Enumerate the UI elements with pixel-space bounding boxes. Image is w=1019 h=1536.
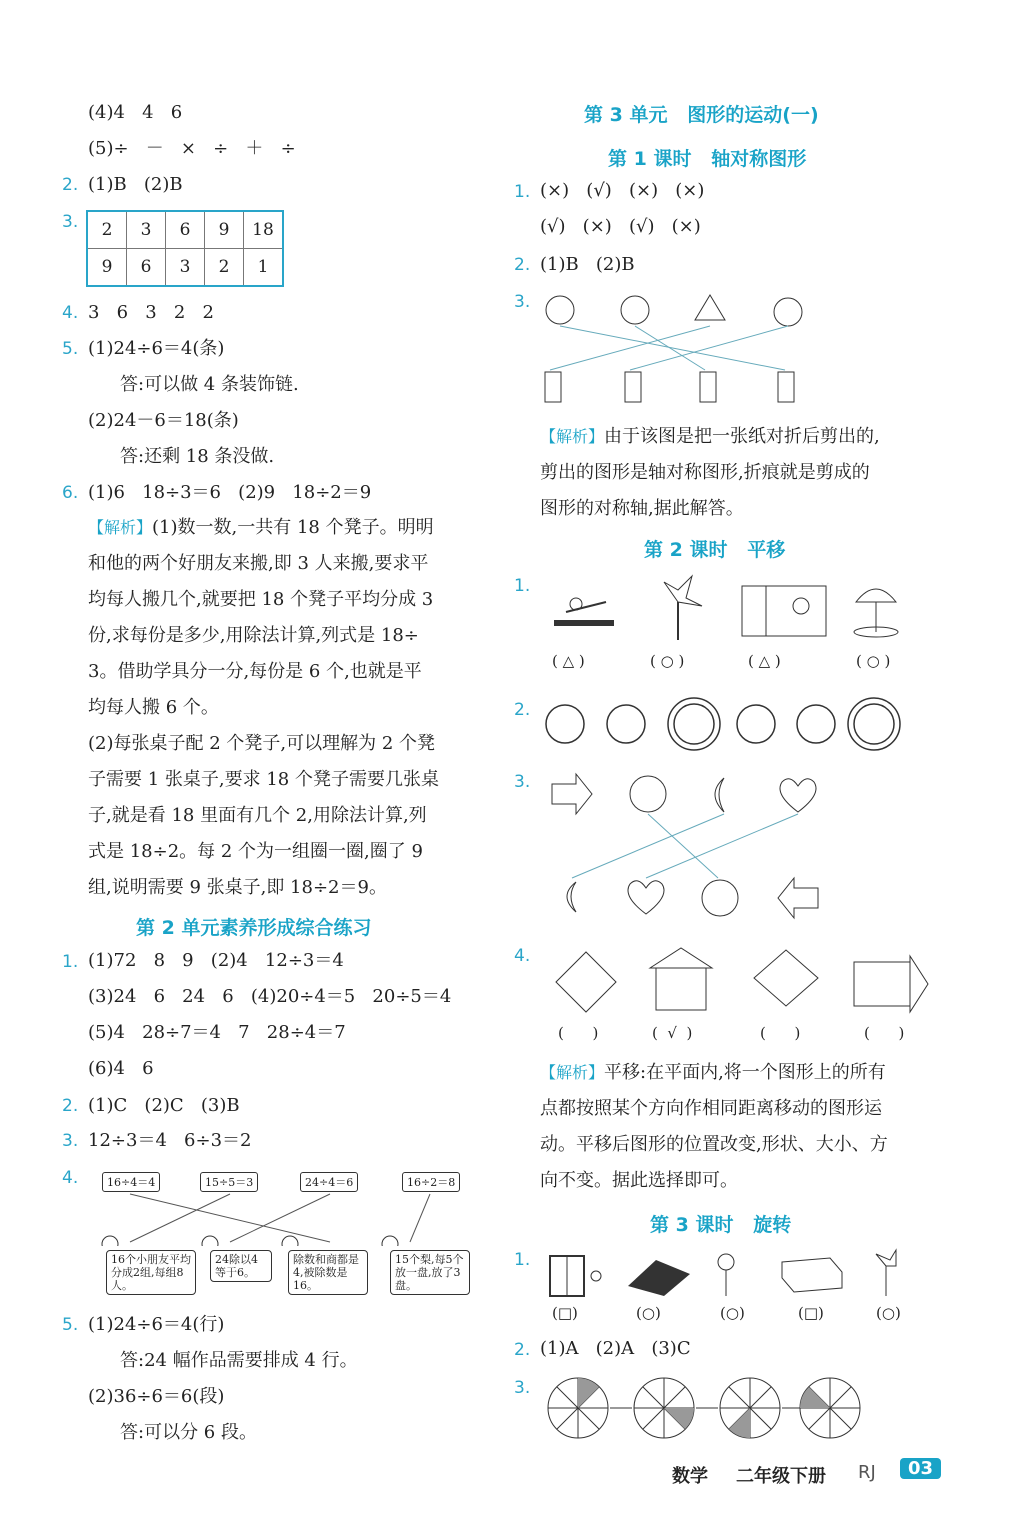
- question-number: 1.: [514, 576, 531, 596]
- answer-line: 3 6 3 2 2: [88, 302, 214, 323]
- answer-line: 答:可以做 4 条装饰链.: [120, 374, 299, 395]
- question-number: 3.: [62, 212, 79, 232]
- analysis-line: 剪出的图形是轴对称图形,折痕就是剪成的: [540, 462, 870, 483]
- question-number: 2.: [514, 1340, 531, 1360]
- judge-mark: ( ): [760, 1024, 801, 1042]
- judge-mark: ( ): [558, 1024, 599, 1042]
- symmetry-matching-figure: [540, 290, 820, 410]
- judge-mark: (○): [636, 1304, 661, 1322]
- translation-pictures: [546, 572, 926, 644]
- answer-line: (2)24－6＝18(条): [88, 410, 239, 431]
- question-number: 2.: [514, 700, 531, 720]
- answer-line: (6)4 6: [88, 1058, 154, 1079]
- answer-line: (1)6 18÷3＝6 (2)9 18÷2＝9: [88, 482, 372, 503]
- judge-mark: ( √ ): [652, 1024, 693, 1042]
- answer-grid: [86, 210, 284, 287]
- unit-title: 第 3 单元 图形的运动(一): [584, 104, 819, 126]
- equation-sign: 16÷2＝8: [402, 1172, 460, 1192]
- analysis-line: 子需要 1 张桌子,要求 18 个凳子需要几张桌: [88, 769, 439, 790]
- translation-matching-figure: [546, 770, 846, 920]
- analysis-line: 动。平移后图形的位置改变,形状、大小、方: [540, 1134, 888, 1155]
- house-figures: [546, 942, 936, 1022]
- judge-mark: ( ): [864, 1024, 905, 1042]
- grid-cell: 3: [127, 211, 166, 249]
- answer-line: (1)A (2)A (3)C: [540, 1338, 691, 1359]
- answer-line: (1)B (2)B: [88, 174, 183, 195]
- question-number: 4.: [62, 1168, 79, 1188]
- footer-subject: 数学: [672, 1466, 708, 1487]
- lesson-title: 第 2 课时 平移: [644, 539, 786, 561]
- analysis-tag: 【解析】: [540, 427, 605, 446]
- judge-mark: ( △ ): [748, 652, 781, 670]
- grid-cell: 18: [244, 211, 284, 249]
- analysis-line: [540, 426, 880, 448]
- analysis-text: 由于该图是把一张纸对折后剪出的,: [604, 426, 880, 447]
- judge-mark: ( △ ): [552, 652, 585, 670]
- answer-line: 答:可以分 6 段。: [120, 1422, 257, 1443]
- question-number: 2.: [514, 255, 531, 275]
- rotation-pictures: [546, 1246, 916, 1302]
- analysis-text: 平移:在平面内,将一个图形上的所有: [604, 1062, 886, 1083]
- analysis-line: 图形的对称轴,据此解答。: [540, 498, 744, 519]
- answer-line: (3)24 6 24 6 (4)20÷4＝5 20÷5＝4: [88, 986, 452, 1007]
- judge-mark: ( ○ ): [650, 652, 685, 670]
- grid-cell: 2: [205, 249, 244, 287]
- rotating-wheels: [546, 1376, 866, 1440]
- question-number: 1.: [514, 1250, 531, 1270]
- analysis-line: 组,说明需要 9 张桌子,即 18÷2＝9。: [88, 877, 387, 898]
- lesson-title: 第 1 课时 轴对称图形: [608, 148, 807, 170]
- grid-cell: 6: [166, 211, 205, 249]
- question-number: 3.: [514, 292, 531, 312]
- answer-line: (1)24÷6＝4(条): [88, 338, 225, 359]
- question-number: 5.: [62, 339, 79, 359]
- analysis-line: (2)每张桌子配 2 个凳子,可以理解为 2 个凳: [88, 733, 436, 754]
- section-title: 第 2 单元素养形成综合练习: [136, 917, 372, 939]
- answer-line: (2)36÷6＝6(段): [88, 1386, 225, 1407]
- answer-line: (1)72 8 9 (2)4 12÷3＝4: [88, 950, 344, 971]
- answer-line: (√) (×) (√) (×): [540, 216, 701, 237]
- analysis-line: 和他的两个好朋友来搬,即 3 人来搬,要求平: [88, 553, 429, 574]
- matching-lines: [90, 1186, 490, 1246]
- question-number: 3.: [514, 772, 531, 792]
- question-number: 1.: [62, 952, 79, 972]
- footer-edition: RJ: [858, 1462, 876, 1483]
- analysis-text: (1)数一数,一共有 18 个凳子。明明: [152, 517, 434, 538]
- grid-cell: 2: [87, 211, 127, 249]
- answer-line: (1)24÷6＝4(行): [88, 1314, 225, 1335]
- analysis-line: 3。借助学具分一分,每份是 6 个,也就是平: [88, 661, 422, 682]
- answer-line: (1)B (2)B: [540, 254, 635, 275]
- grid-cell: 3: [166, 249, 205, 287]
- analysis-line: 份,求每份是多少,用除法计算,列式是 18÷: [88, 625, 419, 646]
- speech-bubble: 15个梨,每5个放一盘,放了3盘。: [390, 1250, 470, 1295]
- analysis-line: [540, 1062, 886, 1084]
- smiley-faces: [544, 694, 914, 754]
- answer-line: (5)4 28÷7＝4 7 28÷4＝7: [88, 1022, 346, 1043]
- analysis-tag: 【解析】: [88, 518, 153, 537]
- analysis-line: [88, 517, 434, 539]
- answer-line: 答:还剩 18 条没做.: [120, 446, 275, 467]
- question-number: 4.: [514, 946, 531, 966]
- answer-line: (×) (√) (×) (×): [540, 180, 705, 201]
- analysis-line: 均每人搬几个,就要把 18 个凳子平均分成 3: [88, 589, 434, 610]
- speech-bubble: 24除以4等于6。: [210, 1250, 272, 1282]
- judge-mark: (□): [798, 1304, 824, 1322]
- judge-mark: (○): [720, 1304, 745, 1322]
- judge-mark: (○): [876, 1304, 901, 1322]
- question-number: 1.: [514, 182, 531, 202]
- answer-line: (5)÷ － × ÷ ＋ ÷: [88, 138, 296, 159]
- question-number: 5.: [62, 1315, 79, 1335]
- footer-grade: 二年级下册: [736, 1466, 826, 1487]
- question-number: 6.: [62, 483, 79, 503]
- analysis-line: 子,就是看 18 里面有几个 2,用除法计算,列: [88, 805, 427, 826]
- grid-cell: 9: [205, 211, 244, 249]
- question-number: 2.: [62, 1096, 79, 1116]
- lesson-title: 第 3 课时 旋转: [650, 1214, 792, 1236]
- answer-line: 答:24 幅作品需要排成 4 行。: [120, 1350, 358, 1371]
- answer-line: (4)4 4 6: [88, 102, 183, 123]
- analysis-line: 式是 18÷2。每 2 个为一组圈一圈,圈了 9: [88, 841, 423, 862]
- speech-bubble: 除数和商都是4,被除数是16。: [288, 1250, 368, 1295]
- judge-mark: ( ○ ): [856, 652, 891, 670]
- grid-cell: 6: [127, 249, 166, 287]
- judge-mark: (□): [552, 1304, 578, 1322]
- analysis-tag: 【解析】: [540, 1063, 605, 1082]
- analysis-line: 向不变。据此选择即可。: [540, 1170, 738, 1191]
- equation-sign: 15÷5＝3: [200, 1172, 258, 1192]
- page-number: 03: [900, 1458, 941, 1479]
- answer-line: (1)C (2)C (3)B: [88, 1095, 240, 1116]
- grid-cell: 9: [87, 249, 127, 287]
- answer-line: 12÷3＝4 6÷3＝2: [88, 1130, 252, 1151]
- question-number: 3.: [62, 1131, 79, 1151]
- question-number: 3.: [514, 1378, 531, 1398]
- question-number: 4.: [62, 303, 79, 323]
- analysis-line: 均每人搬 6 个。: [88, 697, 219, 718]
- equation-sign: 24÷4＝6: [300, 1172, 358, 1192]
- grid-cell: 1: [244, 249, 284, 287]
- speech-bubble: 16个小朋友平均分成2组,每组8人。: [106, 1250, 196, 1295]
- question-number: 2.: [62, 175, 79, 195]
- analysis-line: 点都按照某个方向作相同距离移动的图形运: [540, 1098, 882, 1119]
- equation-sign: 16÷4＝4: [102, 1172, 160, 1192]
